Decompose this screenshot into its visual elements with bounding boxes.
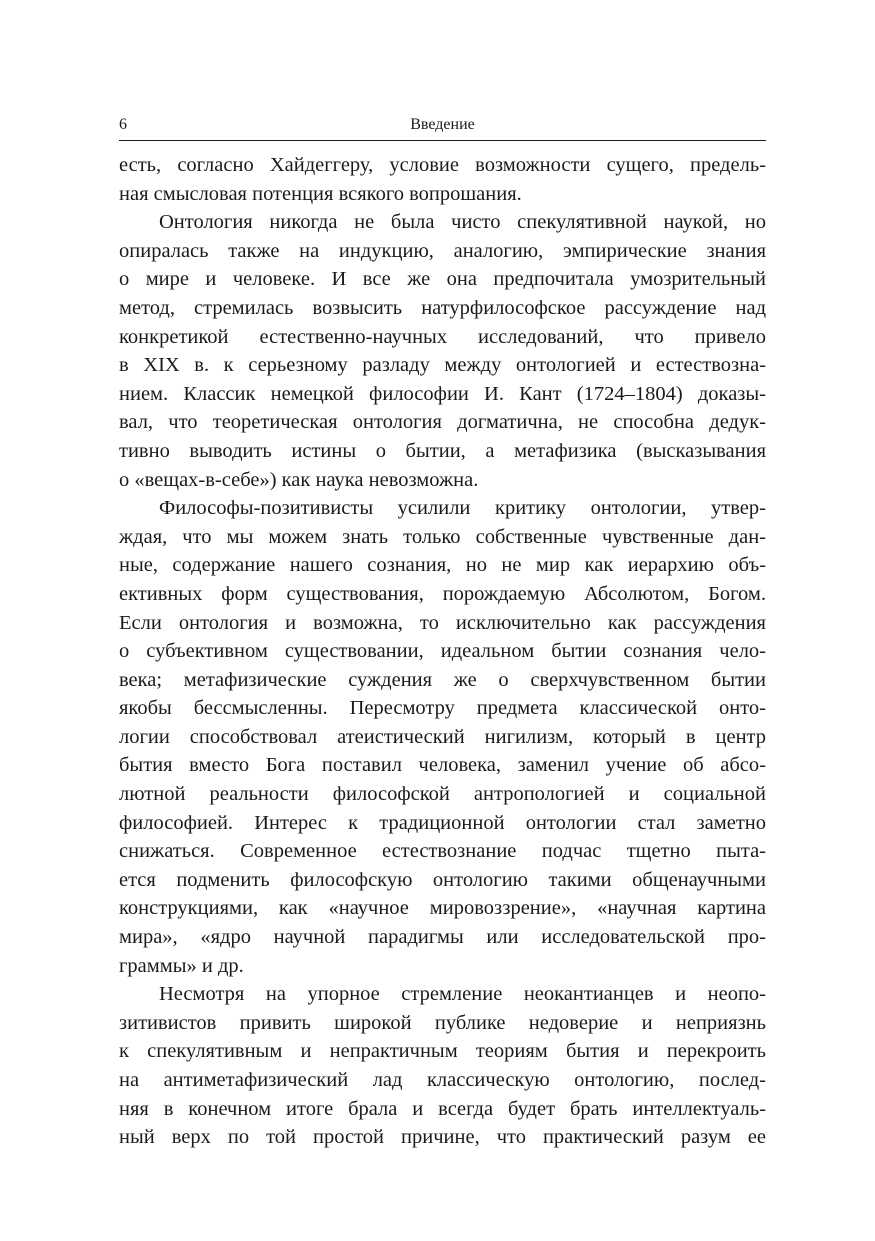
- text-line: тивно выводить истины о бытии, а метафизика (высказывания: [119, 439, 766, 462]
- text-line: конструкциями, как «научное мировоззрение», «научная картина: [119, 897, 766, 920]
- text-line: зитивистов привить широкой публике недоверие и неприязнь: [119, 1011, 766, 1034]
- body-text: [119, 151, 766, 1152]
- text-line: Философы-позитивисты усилили критику онтологии, утвер-: [159, 497, 766, 520]
- text-line: о субъективном существовании, идеальном бытии сознания чело-: [119, 640, 766, 663]
- text-line: есть, согласно Хайдеггеру, условие возможности сущего, предель-: [119, 154, 766, 176]
- page-number: 6: [119, 116, 127, 133]
- text-line: логии способствовал атеистический нигилизм, который в центр: [119, 725, 766, 748]
- running-head: [119, 112, 766, 141]
- text-line: опиралась также на индукцию, аналогию, эмпирические знания: [119, 239, 766, 262]
- text-line: якобы бессмысленны. Пересмотру предмета классической онто-: [119, 697, 766, 720]
- text-line: в XIX в. к серьезному разладу между онтологией и естествозна-: [119, 354, 766, 377]
- text-line: философией. Интерес к традиционной онтологии стал заметно: [119, 811, 766, 834]
- text-line: ективных форм существования, порождаемую Абсолютом, Богом.: [119, 582, 766, 605]
- paragraph: [119, 980, 766, 1152]
- text-line: к спекулятивным и непрактичным теориям бытия и перекроить: [119, 1040, 766, 1063]
- paragraph: [119, 151, 766, 208]
- text-line: ется подменить философскую онтологию такими общенаучными: [119, 868, 766, 891]
- text-line: вал, что теоретическая онтология догматична, не способна дедук-: [119, 411, 766, 434]
- text-line: метод, стремилась возвысить натурфилософское рассуждение над: [119, 296, 766, 319]
- text-line: века; метафизические суждения же о сверхчувственном бытии: [119, 668, 766, 691]
- text-line: Несмотря на упорное стремление неокантианцев и неопо-: [159, 983, 766, 1006]
- text-line: о мире и человеке. И все же она предпочитала умозрительный: [119, 268, 766, 291]
- paragraph: [119, 494, 766, 980]
- text-line: лютной реальности философской антропологией и социальной: [119, 783, 766, 806]
- text-line: на антиметафизический лад классическую онтологию, послед-: [119, 1069, 766, 1091]
- text-line: няя в конечном итоге брала и всегда будет брать интеллектуаль-: [119, 1097, 766, 1120]
- text-line: мира», «ядро научной парадигмы или исследовательской про-: [119, 926, 766, 949]
- text-line: конкретикой естественно-научных исследований, что привело: [119, 325, 766, 348]
- text-line: ждая, что мы можем знать только собственные чувственные дан-: [119, 525, 766, 548]
- text-line: о «вещах-в-себе») как наука невозможна.: [119, 468, 479, 491]
- text-line: снижаться. Современное естествознание подчас тщетно пыта-: [119, 840, 766, 863]
- text-line: ная смысловая потенция всякого вопрошания.: [119, 182, 522, 205]
- text-line: Онтология никогда не была чисто спекулятивной наукой, но: [159, 211, 766, 234]
- text-line: ные, содержание нашего сознания, но не мир как иерархию объ-: [119, 554, 766, 577]
- text-line: нием. Классик немецкой философии И. Кант (1724–1804) доказы-: [119, 382, 766, 405]
- book-page: [119, 112, 766, 1152]
- text-line: бытия вместо Бога поставил человека, заменил учение об абсо-: [119, 754, 766, 777]
- section-title: Введение: [410, 116, 475, 133]
- text-line: ный верх по той простой причине, что практический разум ее: [119, 1126, 766, 1149]
- text-line: граммы» и др.: [119, 954, 244, 977]
- text-line: Если онтология и возможна, то исключительно как рассуждения: [119, 611, 766, 634]
- paragraph: [119, 208, 766, 494]
